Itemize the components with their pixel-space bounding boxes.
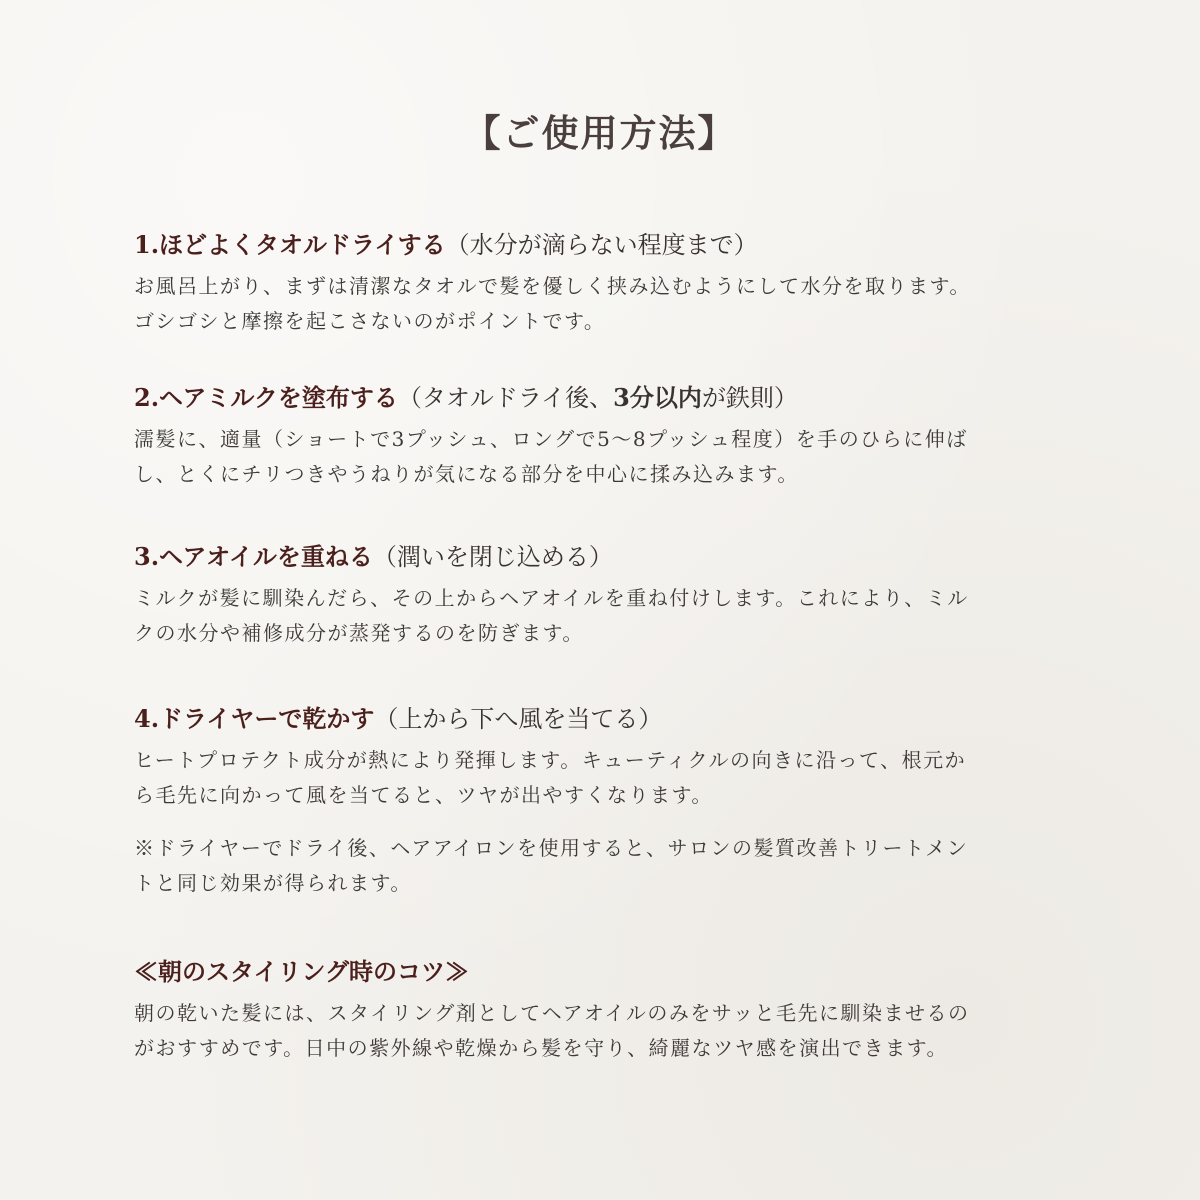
step-3-section — [134, 540, 1074, 651]
step-4-remark-line: ※ドライヤーでドライ後、ヘアアイロンを使用すると、サロンの髪質改善トリートメン — [134, 836, 969, 860]
step-4-section — [134, 702, 1074, 901]
step-4-body-line: ら毛先に向かって風を当てると、ツヤが出やすくなります。 — [134, 783, 713, 807]
step-4-body — [134, 743, 1074, 813]
step-3-body — [134, 581, 1074, 651]
page-title: 【ご使用方法】 — [463, 111, 737, 155]
step-2-heading — [134, 381, 1074, 415]
morning-styling-body — [134, 996, 1074, 1066]
step-2-note-suffix: が鉄則） — [701, 384, 798, 412]
step-4-note: （上から下へ風を当てる） — [374, 705, 663, 733]
morning-styling-heading — [134, 955, 1074, 989]
morning-styling-tips-section — [134, 955, 1074, 1066]
step-2-body — [134, 422, 1074, 492]
step-1-body-line: お風呂上がり、まずは清潔なタオルで髪を優しく挟み込むようにして水分を取ります。 — [134, 274, 971, 298]
step-2-body-line: 濡髪に、適量（ショートで3プッシュ、ロングで5〜8プッシュ程度）を手のひらに伸ば — [134, 427, 968, 451]
step-4-body-line: ヒートプロテクト成分が熱により発揮します。キューティクルの向きに沿って、根元か — [134, 748, 967, 772]
step-3-title: 3.ヘアオイルを重ねる — [134, 542, 373, 571]
step-4-title: 4.ドライヤーで乾かす — [134, 704, 375, 733]
step-1-heading — [134, 228, 1074, 262]
step-2-note — [398, 384, 798, 412]
step-2-section — [134, 381, 1074, 492]
step-2-title: 2.ヘアミルクを塗布する — [134, 383, 398, 412]
step-3-body-line: クの水分や補修成分が蒸発するのを防ぎます。 — [134, 621, 584, 645]
step-1-body — [134, 269, 1074, 339]
step-3-body-line: ミルクが髪に馴染んだら、その上からヘアオイルを重ね付けします。これにより、ミル — [134, 586, 969, 610]
step-4-remark — [134, 831, 1074, 901]
step-1-body-line: ゴシゴシと摩擦を起こさないのがポイントです。 — [134, 309, 606, 333]
step-4-heading — [134, 702, 1074, 736]
step-3-note: （潤いを閉じ込める） — [372, 543, 613, 571]
morning-styling-title: ≪朝のスタイリング時のコツ≫ — [134, 957, 470, 986]
step-3-heading — [134, 540, 1074, 574]
step-2-note-emphasis: 3分以内 — [613, 383, 702, 412]
step-1-title: 1.ほどよくタオルドライする — [134, 230, 446, 259]
step-1-section — [134, 228, 1074, 339]
morning-styling-body-line: がおすすめです。日中の紫外線や乾燥から髪を守り、綺麗なツヤ感を演出できます。 — [134, 1036, 948, 1060]
step-4-remark-line: トと同じ効果が得られます。 — [134, 871, 412, 895]
step-2-body-line: し、とくにチリつきやうねりが気になる部分を中心に揉み込みます。 — [134, 462, 799, 486]
step-1-note: （水分が滴らない程度まで） — [445, 231, 758, 259]
morning-styling-body-line: 朝の乾いた髪には、スタイリング剤としてヘアオイルのみをサッと毛先に馴染ませるの — [134, 1001, 970, 1025]
step-2-note-prefix: （タオルドライ後、 — [397, 384, 614, 412]
